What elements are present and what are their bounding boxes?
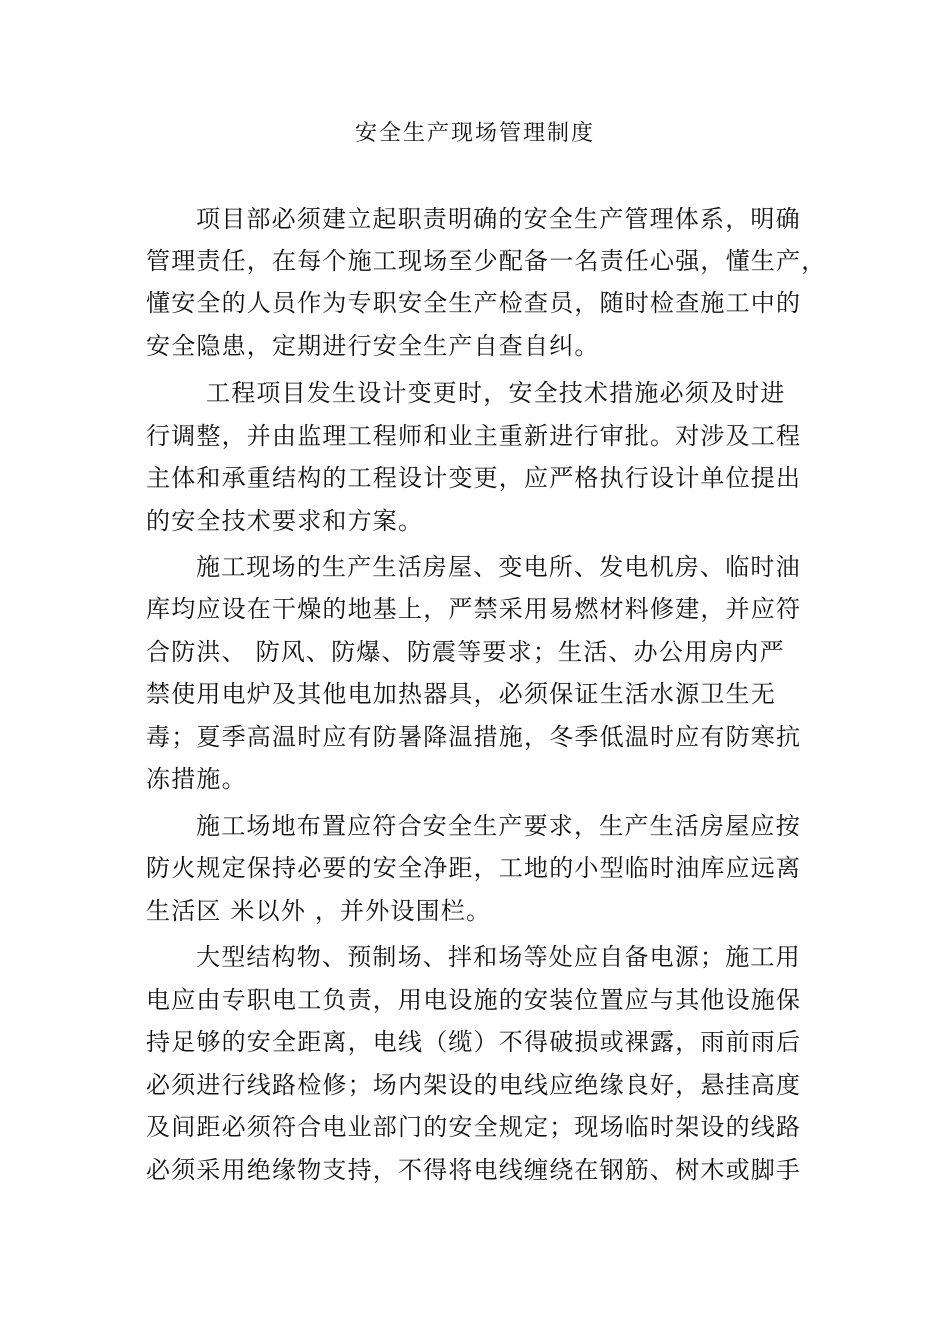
paragraph-4-line-2: 防火规定保持必要的安全净距，工地的小型临时油库应远离 <box>146 854 802 882</box>
paragraph-3-line-4: 禁使用电炉及其他电加热器具，必须保证生活水源卫生无 <box>146 680 776 708</box>
paragraph-5-line-1: 大型结构物、预制场、拌和场等处应自备电源；施工用 <box>196 943 801 971</box>
paragraph-4-line-1: 施工场地布置应符合安全生产要求，生产生活房屋应按 <box>196 812 801 840</box>
paragraph-5-line-5: 及间距必须符合电业部门的安全规定；现场临时架设的线路 <box>146 1113 802 1141</box>
paragraph-1-line-2: 管理责任，在每个施工现场至少配备一名责任心强，懂生产， <box>146 247 827 275</box>
paragraph-4-line-3: 生活区 米以外 ，并外设围栏。 <box>146 897 492 925</box>
paragraph-3-line-3: 合防洪、 防风、防爆、防震等要求；生活、办公用房内严 <box>146 638 785 666</box>
paragraph-1-line-4: 安全隐患，定期进行安全生产自查自纠。 <box>146 332 600 360</box>
paragraph-5-line-2: 电应由专职电工负责，用电设施的安装位置应与其他设施保 <box>146 986 802 1014</box>
paragraph-1-line-1: 项目部必须建立起职责明确的安全生产管理体系，明确 <box>196 205 801 233</box>
paragraph-5-line-6: 必须采用绝缘物支持，不得将电线缠绕在钢筋、树木或脚手 <box>146 1156 802 1184</box>
paragraph-5-line-4: 必须进行线路检修；场内架设的电线应绝缘良好，悬挂高度 <box>146 1071 802 1099</box>
paragraph-1-line-3: 懂安全的人员作为专职安全生产检查员，随时检查施工中的 <box>146 289 802 317</box>
paragraph-3-line-1: 施工现场的生产生活房屋、变电所、发电机房、临时油 <box>196 553 801 581</box>
document-title: 安全生产现场管理制度 <box>354 121 595 146</box>
paragraph-2-line-3: 主体和承重结构的工程设计变更，应严格执行设计单位提出 <box>146 464 802 492</box>
paragraph-2-line-4: 的安全技术要求和方案。 <box>146 507 424 535</box>
paragraph-3-line-2: 库均应设在干燥的地基上，严禁采用易燃材料修建，并应符 <box>146 595 802 623</box>
paragraph-3-line-5: 毒；夏季高温时应有防暑降温措施，冬季低温时应有防寒抗 <box>146 723 802 751</box>
paragraph-2-line-1: 工程项目发生设计变更时，安全技术措施必须及时进 <box>206 379 786 407</box>
paragraph-3-line-6: 冻措施。 <box>146 765 247 793</box>
paragraph-5-line-3: 持足够的安全距离，电线（缆）不得破损或裸露，雨前雨后 <box>146 1028 802 1056</box>
paragraph-2-line-2: 行调整，并由监理工程师和业主重新进行审批。对涉及工程 <box>146 422 802 450</box>
